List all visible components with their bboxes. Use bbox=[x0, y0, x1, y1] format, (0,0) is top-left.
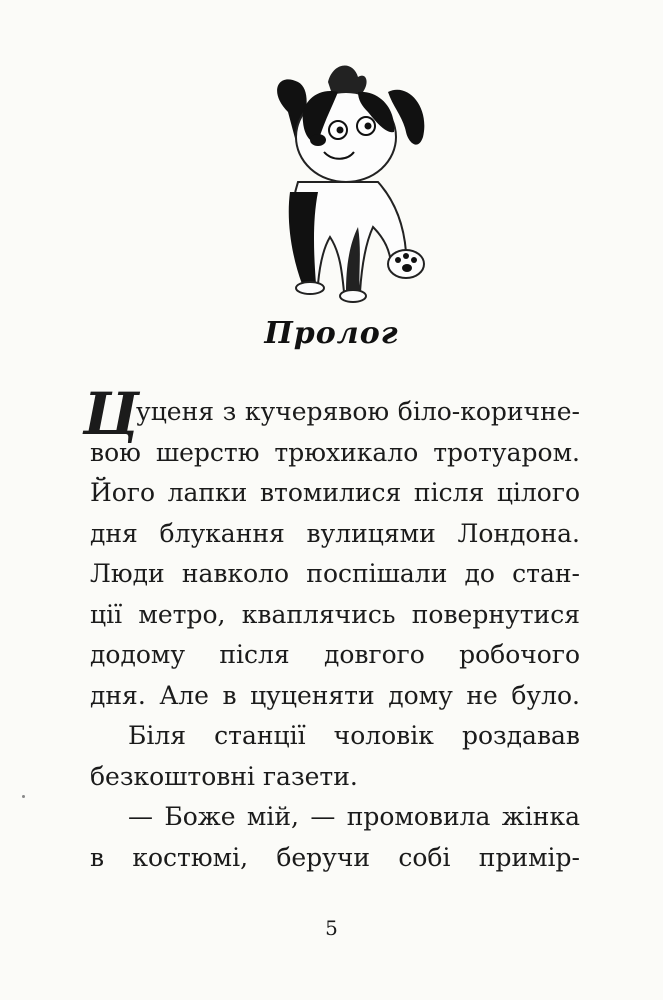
text-line: — Боже мій, — промовила жінка bbox=[128, 802, 580, 831]
text-line: Його лапки втомилися після цілого bbox=[90, 478, 580, 507]
page-number: 5 bbox=[325, 916, 338, 940]
chapter-title: Пролог bbox=[264, 316, 399, 351]
text-line: уценя з кучерявою біло-коричне- bbox=[136, 397, 580, 426]
puppy-illustration-icon bbox=[258, 52, 438, 314]
drop-cap: Ц bbox=[83, 380, 140, 448]
text-line: додому після довгого робочого bbox=[90, 640, 580, 669]
text-line: безкоштовні газети. bbox=[90, 761, 358, 791]
text-line: вою шерстю трюхикало тротуаром. bbox=[90, 437, 580, 467]
text-line: дня. Але в цуценяти дому не було. bbox=[90, 680, 580, 710]
text-line: в костюмі, беручи собі примір- bbox=[90, 842, 580, 872]
text-line: ції метро, кваплячись повернутися bbox=[90, 599, 580, 629]
text-line: Біля станції чоловік роздавав bbox=[128, 721, 580, 750]
text-line: Люди навколо поспішали до стан- bbox=[90, 559, 580, 588]
paragraph-2 bbox=[90, 716, 580, 797]
paragraph-3 bbox=[90, 797, 580, 878]
paragraph-1 bbox=[90, 392, 580, 716]
text-line: дня блукання вулицями Лондона. bbox=[90, 518, 580, 548]
scan-speck bbox=[22, 795, 25, 798]
